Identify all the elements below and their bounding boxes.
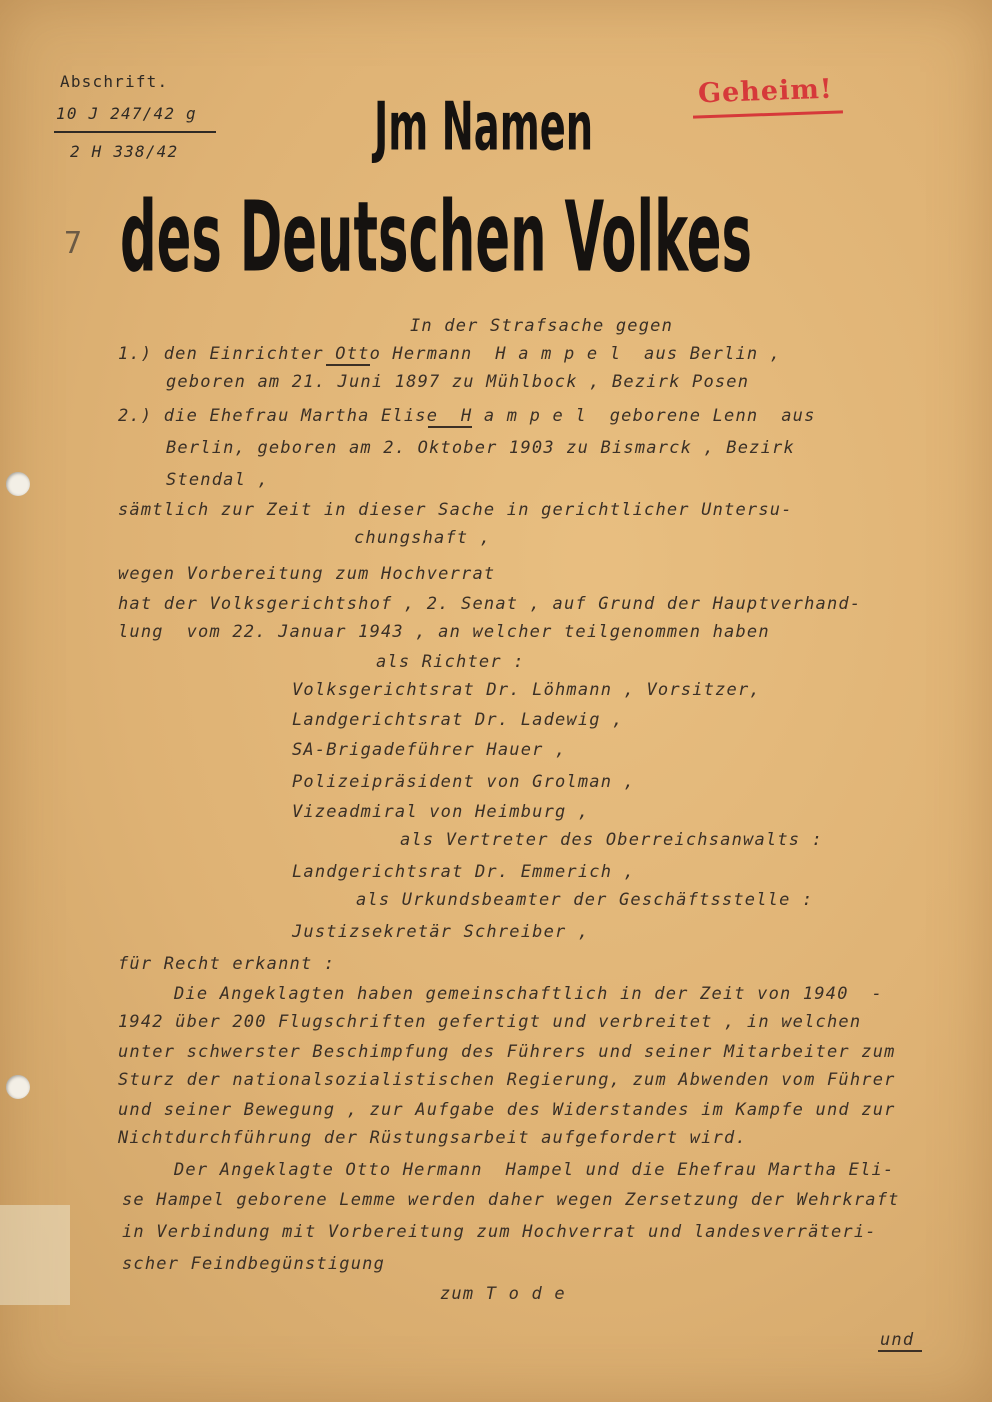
text-line-25: unter schwerster Beschimpfung des Führers und seiner Mitarbeiter zum [118,1042,896,1062]
file-reference-1: 10 J 247/42 g [56,104,197,123]
copy-label: Abschrift. [60,72,169,91]
text-line-10: hat der Volksgerichtshof , 2. Senat , auf Grund der Hauptverhand- [118,594,862,614]
continuation-word: und [880,1330,915,1350]
margin-page-number: 7 [64,226,84,261]
text-line-27: und seiner Bewegung , zur Aufgabe des Widerstandes im Kampfe und zur [118,1100,896,1120]
punch-hole-bottom [6,1075,30,1099]
text-line-9: wegen Vorbereitung zum Hochverrat [118,564,496,584]
text-line-15: SA-Brigadeführer Hauer , [292,740,567,760]
file-reference-2: 2 H 338/42 [70,142,179,161]
text-line-23: Die Angeklagten haben gemeinschaftlich in der Zeit von 1940 - [174,984,883,1004]
text-line-3: geboren am 21. Juni 1897 zu Mühlbock , Bezirk Posen [166,372,750,392]
text-line-30: se Hampel geborene Lemme werden daher wegen Zersetzung der Wehrkraft [122,1190,900,1210]
text-line-28: Nichtdurchführung der Rüstungsarbeit aufgefordert wird. [118,1128,747,1148]
underline-otto [326,364,370,366]
text-line-8: chungshaft , [354,528,492,548]
text-line-16: Polizeipräsident von Grolman , [292,772,636,792]
tape-strip [0,1205,70,1305]
punch-hole-top [6,472,30,496]
text-line-5: Berlin, geboren am 2. Oktober 1903 zu Bismarck , Bezirk [166,438,795,458]
text-line-18: als Vertreter des Oberreichsanwalts : [400,830,824,850]
secret-stamp: Geheim! [697,73,834,110]
text-line-29: Der Angeklagte Otto Hermann Hampel und die Ehefrau Martha Eli- [174,1160,895,1180]
text-line-22: für Recht erkannt : [118,954,336,974]
text-line-7: sämtlich zur Zeit in dieser Sache in gerichtlicher Untersu- [118,500,793,520]
text-line-24: 1942 über 200 Flugschriften gefertigt und verbreitet , in welchen [118,1012,862,1032]
text-line-11: lung vom 22. Januar 1943 , an welcher teilgenommen haben [118,622,770,642]
text-line-33: zum T o d e [440,1284,566,1304]
underline-elise [428,426,472,428]
reference-rule [54,131,216,133]
text-line-12: als Richter : [376,652,525,672]
heading-line-2: des Deutschen Volkes [120,180,753,294]
text-line-21: Justizsekretär Schreiber , [292,922,590,942]
text-line-31: in Verbindung mit Vorbereitung zum Hochverrat und landesverräteri- [122,1222,877,1242]
text-line-2: 1.) den Einrichter Otto Hermann H a m p e l aus Berlin , [118,344,782,364]
text-line-32: scher Feindbegünstigung [122,1254,386,1274]
text-line-14: Landgerichtsrat Dr. Ladewig , [292,710,624,730]
text-line-20: als Urkundsbeamter der Geschäftsstelle : [356,890,814,910]
text-line-13: Volksgerichtsrat Dr. Löhmann , Vorsitzer, [292,680,761,700]
text-line-19: Landgerichtsrat Dr. Emmerich , [292,862,636,882]
text-line-6: Stendal , [166,470,269,490]
text-line-17: Vizeadmiral von Heimburg , [292,802,590,822]
heading-line-1: Jm Namen [374,88,594,167]
underline-continuation [878,1350,922,1352]
text-line-26: Sturz der nationalsozialistischen Regierung, zum Abwenden vom Führer [118,1070,896,1090]
text-line-4: 2.) die Ehefrau Martha Elise H a m p e l geborene Lenn aus [118,406,816,426]
text-line-1: In der Strafsache gegen [410,316,674,336]
